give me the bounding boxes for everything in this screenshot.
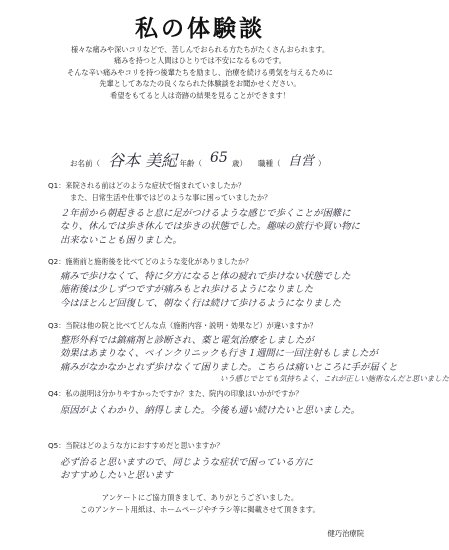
footer-line: アンケートにご協力頂きまして、ありがとうございました。 (101, 493, 299, 502)
answer-line: 痛みで歩けなくて、特に夕方になると体の疲れで歩けない状態でした (60, 271, 351, 282)
question-3 (48, 320, 317, 332)
form-title: 私の体験談 (135, 16, 265, 42)
answer-5 (60, 456, 380, 483)
age-value: 65 (210, 150, 228, 166)
job-value: 自営 (288, 154, 315, 169)
question-text: Q1：来院される前はどのような症状で悩まれていましたか？ (48, 181, 246, 190)
answer-2 (60, 270, 380, 310)
answer-line: 出来ないことも困りました。 (60, 234, 182, 246)
answer-4 (60, 404, 380, 417)
intro-line: そんな辛い痛みやコリを持つ後輩たちを励まし、治療を続ける勇気を与えるために (67, 67, 333, 77)
answer-3 (60, 334, 449, 384)
question-4 (48, 388, 303, 400)
answer-line: おすすめしたいと思います (60, 470, 173, 482)
answer-line: ２年前から朝起きると息に足がつけるような感じで歩くことが困難に (60, 208, 351, 219)
question-text: Q2：施術前と施術後を比べてどのような変化がありましたか？ (48, 257, 253, 266)
intro-line: 痛みを持つと人間はひとりでは不安になるものです。 (114, 56, 286, 66)
answer-line: 整形外科では鎮痛剤と診断され、薬と電気治療をしましたが (60, 335, 314, 346)
name-value: 谷本 美紀 (108, 151, 178, 170)
job-label: 職種（ (258, 159, 281, 168)
answer-1 (60, 207, 380, 247)
answer-line: 必ず治ると思いますので、同じような症状で困っている方に (60, 457, 313, 468)
profile-row (70, 148, 370, 172)
intro-line: 様々な痛みや深いコリなどで、苦しんでおられる方たちがたくさんおられます。 (70, 45, 330, 54)
question-1 (48, 180, 271, 203)
answer-line: 痛みがなかなかとれず歩けなくて困りました。こちらは痛いところに手が届くと (60, 361, 398, 373)
age-suffix: 歳） (232, 159, 247, 168)
question-text: また、日常生活や仕事ではどのような事に困っていましたか？ (70, 192, 272, 202)
footer-line: このアンケート用紙は、ホームページやチラシ等に掲載させて頂きます。 (80, 505, 320, 514)
question-text: Q3：当院は他の院と比べてどんな点（施術内容・説明・効果など）が違いますか？ (48, 321, 317, 330)
clinic-name: 健巧治療院 (327, 529, 364, 538)
answer-line: 今はほとんど回復して、朝なく行は続けて歩けるようになりました (60, 297, 342, 309)
answer-line: 効果はあまりなく、ペインクリニックも行き１週間に一回注射もしましたが (60, 348, 378, 360)
name-label: お名前（ (70, 159, 100, 168)
intro-line: 希望をもてると人は奇跡の結果を見ることができます！ (110, 90, 290, 100)
answer-line: 原因がよくわかり、納得しました。今後も通い続けたいと思いました。 (60, 405, 361, 416)
age-label: ）年齢（ (172, 159, 202, 168)
question-text: Q4：私の説明は分かりやすかったですか？また、院内の印象はいかがですか？ (48, 389, 303, 398)
job-suffix: ） (318, 159, 326, 168)
footer-note (0, 492, 400, 516)
answer-line: いう感じでとても気持ちよく、これが正しい施術なんだと思いました (220, 374, 449, 384)
answer-line: なり、休んでは歩き休んでは歩きの状態でした。趣味の旅行や買い物に (60, 221, 361, 233)
question-2 (48, 256, 252, 268)
intro-line: 先輩としてあなたの良くなられた体験談をお聞かせください。 (99, 79, 301, 89)
question-5 (48, 440, 224, 452)
intro-text (0, 44, 400, 101)
answer-line: 施術後は少しずつですが痛みもとれ歩けるようになりました (60, 284, 314, 296)
question-text: Q5：当院はどのような方におすすめだと思いますか？ (48, 441, 224, 450)
